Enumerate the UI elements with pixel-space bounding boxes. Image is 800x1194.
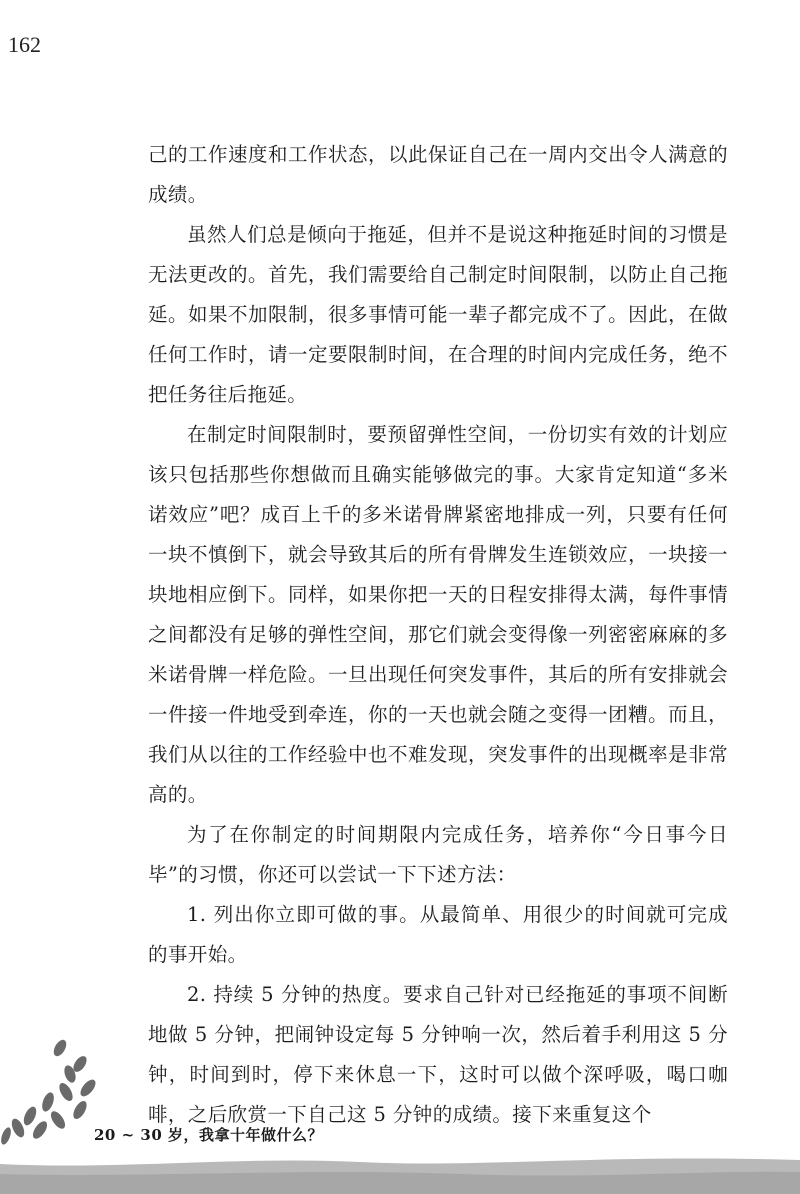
- list-item-1: 1. 列出你立即可做的事。从最简单、用很少的时间就可完成的事开始。: [148, 903, 728, 966]
- page-number: 162: [8, 32, 41, 57]
- list-item-2: 2. 持续 5 分钟的热度。要求自己针对已经拖延的事项不间断地做 5 分钟，把闹钟设定每 5 分钟响一次，然后着手利用这 5 分钟，时间到时，停下来休息一下，这时可以做个深呼吸，喝口咖啡，之后欣赏一下自己这 5 分钟的成绩。接下来重复这个: [148, 983, 728, 1126]
- body-text: [148, 135, 728, 1135]
- paragraph-methods-intro: 为了在你制定的时间期限内完成任务，培养你“今日事今日毕”的习惯，你还可以尝试一下下述方法：: [148, 823, 728, 886]
- paragraph-continued: 己的工作速度和工作状态，以此保证自己在一周内交出令人满意的成绩。: [148, 143, 728, 206]
- footer-band: [0, 1148, 800, 1194]
- paragraph-domino-effect: 在制定时间限制时，要预留弹性空间，一份切实有效的计划应该只包括那些你想做而且确实能够做完的事。大家肯定知道“多米诺效应”吧？成百上千的多米诺骨牌紧密地排成一列，只要有任何一块不慎倒下，就会导致其后的所有骨牌发生连锁效应，一块接一块地相应倒下。同样，如果你把一天的日程安排得太满，每件事情之间都没有足够的弹性空间，那它们就会变得像一列密密麻麻的多米诺骨牌一样危险。一旦出现任何突发事件，其后的所有安排就会一件接一件地受到牵连，你的一天也就会随之变得一团糟。而且，我们从以往的工作经验中也不难发现，突发事件的出现概率是非常高的。: [148, 423, 728, 806]
- running-title: 20 ~ 30 岁，我拿十年做什么？: [94, 1126, 323, 1144]
- paragraph-procrastination: 虽然人们总是倾向于拖延，但并不是说这种拖延时间的习惯是无法更改的。首先，我们需要给自己制定时间限制，以防止自己拖延。如果不加限制，很多事情可能一辈子都完成不了。因此，在做任何工作时，请一定要限制时间，在合理的时间内完成任务，绝不把任务往后拖延。: [148, 223, 728, 406]
